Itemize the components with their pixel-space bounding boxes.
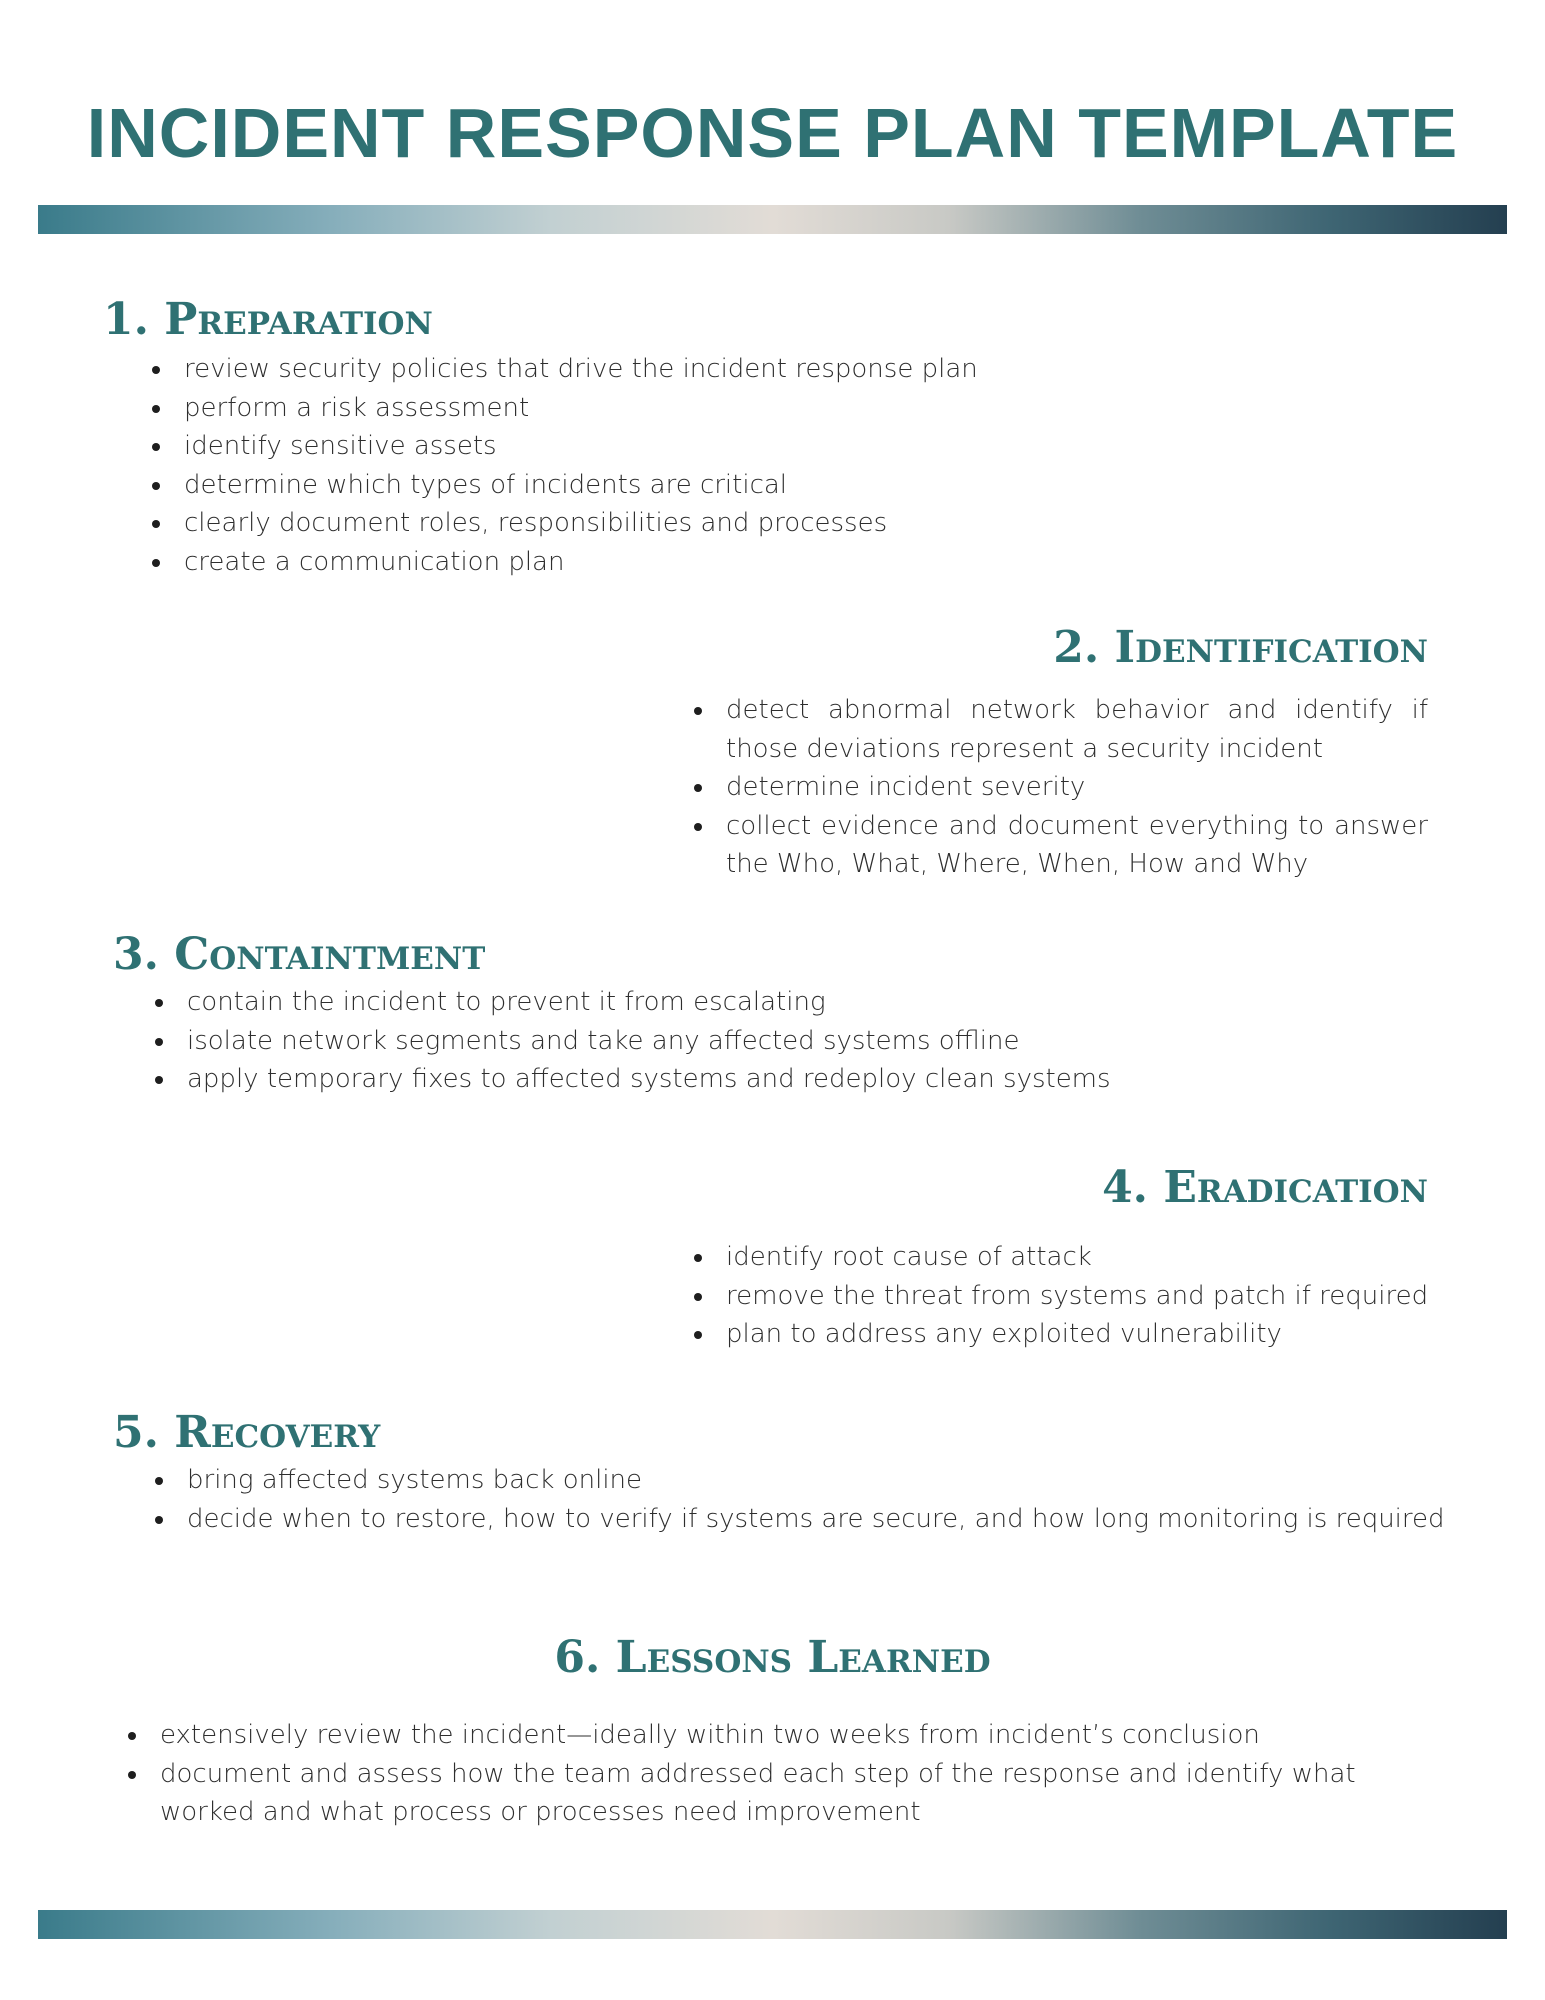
list-item: contain the incident to prevent it from escalating [151,983,1413,1022]
list-item: plan to address any exploited vulnerability [690,1315,1450,1354]
bullet-list [148,350,1303,581]
section-heading: 3. Containtment [113,929,486,980]
bottom-decorative-band [38,1910,1507,1939]
list-item: review security policies that drive the incident response plan [148,350,1303,389]
section-heading: 5. Recovery [113,1407,381,1458]
bullet-list [151,983,1413,1099]
document-title: INCIDENT RESPONSE PLAN TEMPLATE [86,94,1459,172]
list-item: determine which types of incidents are critical [148,466,1303,505]
list-item: clearly document roles, responsibilities and processes [148,504,1303,543]
section-heading-lessons-learned: 6. Lessons Learned [554,1632,991,1683]
section-heading-eradication: 4. Eradication [1102,1162,1428,1213]
list-item: apply temporary fixes to affected systems and redeploy clean systems [151,1060,1413,1099]
section-lessons-learned [124,1716,1384,1832]
section-recovery [113,1405,1513,1538]
list-item: document and assess how the team addressed each step of the response and identify what worked and what process or processes need improvement [124,1755,1384,1832]
list-item: extensively review the incident—ideally within two weeks from incident’s conclusion [124,1716,1384,1755]
bullet-list [690,1238,1450,1354]
list-item: isolate network segments and take any affected systems offline [151,1022,1413,1061]
list-item: detect abnormal network behavior and identify if those deviations represent a security incident [690,691,1428,768]
list-item: bring affected systems back online [151,1461,1513,1500]
list-item: remove the threat from systems and patch if required [690,1277,1450,1316]
section-containtment [113,927,1413,1099]
section-heading: 1. Preparation [103,294,433,345]
section-preparation [103,292,1303,581]
bullet-list [124,1716,1384,1832]
list-item: identify sensitive assets [148,427,1303,466]
section-eradication [690,1238,1450,1354]
list-item: perform a risk assessment [148,389,1303,428]
list-item: identify root cause of attack [690,1238,1450,1277]
list-item: decide when to restore, how to verify if systems are secure, and how long monitoring is required [151,1500,1513,1539]
bullet-list [690,691,1428,884]
section-heading-identification: 2. Identification [1053,622,1428,673]
bullet-list [151,1461,1513,1538]
list-item: determine incident severity [690,768,1428,807]
section-identification [690,691,1428,884]
top-decorative-band [38,205,1507,234]
list-item: create a communication plan [148,543,1303,582]
list-item: collect evidence and document everything to answer the Who, What, Where, When, How and Why [690,807,1428,884]
